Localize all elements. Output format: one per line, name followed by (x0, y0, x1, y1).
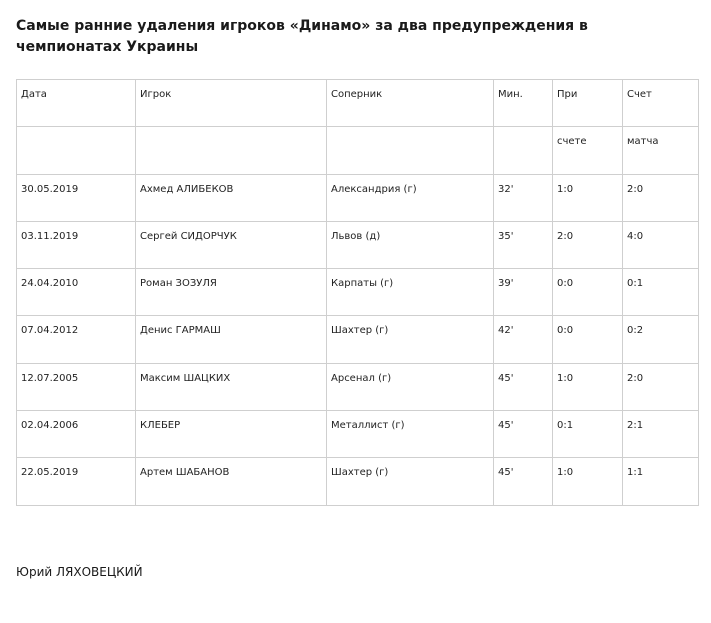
cell-date (17, 127, 136, 174)
cell-player: КЛЕБЕР (136, 411, 327, 458)
cell-date: 02.04.2006 (17, 411, 136, 458)
table-row (17, 458, 699, 505)
cell-score-at: При (553, 80, 623, 127)
cell-score-at: 2:0 (553, 221, 623, 268)
cell-opponent: Арсенал (г) (327, 363, 494, 410)
cell-final-score: матча (623, 127, 699, 174)
cell-score-at: 1:0 (553, 174, 623, 221)
cell-opponent: Шахтер (г) (327, 316, 494, 363)
cell-player (136, 127, 327, 174)
article-title: Самые ранние удаления игроков «Динамо» за два предупреждения в чемпионатах Украины (16, 18, 588, 55)
cell-opponent: Соперник (327, 80, 494, 127)
cell-score-at: 1:0 (553, 458, 623, 505)
table-header-row (17, 127, 699, 174)
cell-minute (494, 127, 553, 174)
cell-minute: 32' (494, 174, 553, 221)
cell-date: 07.04.2012 (17, 316, 136, 363)
table-row (17, 316, 699, 363)
table-row (17, 269, 699, 316)
table-row (17, 174, 699, 221)
table-row (17, 363, 699, 410)
author-byline: Юрий ЛЯХОВЕЦКИЙ (16, 565, 143, 579)
cell-date: 30.05.2019 (17, 174, 136, 221)
red-cards-table (16, 79, 699, 506)
cell-final-score: 2:0 (623, 363, 699, 410)
cell-minute: 35' (494, 221, 553, 268)
cell-final-score: Счет (623, 80, 699, 127)
cell-player: Артем ШАБАНОВ (136, 458, 327, 505)
cell-minute: 42' (494, 316, 553, 363)
cell-final-score: 4:0 (623, 221, 699, 268)
cell-opponent: Шахтер (г) (327, 458, 494, 505)
cell-minute: 45' (494, 411, 553, 458)
cell-final-score: 2:1 (623, 411, 699, 458)
cell-minute: Мин. (494, 80, 553, 127)
cell-date: 22.05.2019 (17, 458, 136, 505)
cell-minute: 45' (494, 363, 553, 410)
cell-opponent (327, 127, 494, 174)
cell-score-at: 0:0 (553, 316, 623, 363)
table-row (17, 221, 699, 268)
table-row (17, 411, 699, 458)
cell-final-score: 0:1 (623, 269, 699, 316)
cell-final-score: 0:2 (623, 316, 699, 363)
cell-score-at: 0:1 (553, 411, 623, 458)
cell-opponent: Александрия (г) (327, 174, 494, 221)
cell-score-at: счете (553, 127, 623, 174)
cell-player: Игрок (136, 80, 327, 127)
cell-opponent: Львов (д) (327, 221, 494, 268)
cell-final-score: 2:0 (623, 174, 699, 221)
cell-player: Сергей СИДОРЧУК (136, 221, 327, 268)
cell-opponent: Металлист (г) (327, 411, 494, 458)
cell-minute: 45' (494, 458, 553, 505)
table-header-row (17, 80, 699, 127)
cell-player: Максим ШАЦКИХ (136, 363, 327, 410)
table-body (17, 80, 699, 506)
cell-minute: 39' (494, 269, 553, 316)
cell-opponent: Карпаты (г) (327, 269, 494, 316)
cell-date: 12.07.2005 (17, 363, 136, 410)
cell-date: 24.04.2010 (17, 269, 136, 316)
cell-date: Дата (17, 80, 136, 127)
cell-date: 03.11.2019 (17, 221, 136, 268)
cell-player: Ахмед АЛИБЕКОВ (136, 174, 327, 221)
cell-player: Денис ГАРМАШ (136, 316, 327, 363)
cell-score-at: 0:0 (553, 269, 623, 316)
cell-score-at: 1:0 (553, 363, 623, 410)
cell-final-score: 1:1 (623, 458, 699, 505)
cell-player: Роман ЗОЗУЛЯ (136, 269, 327, 316)
